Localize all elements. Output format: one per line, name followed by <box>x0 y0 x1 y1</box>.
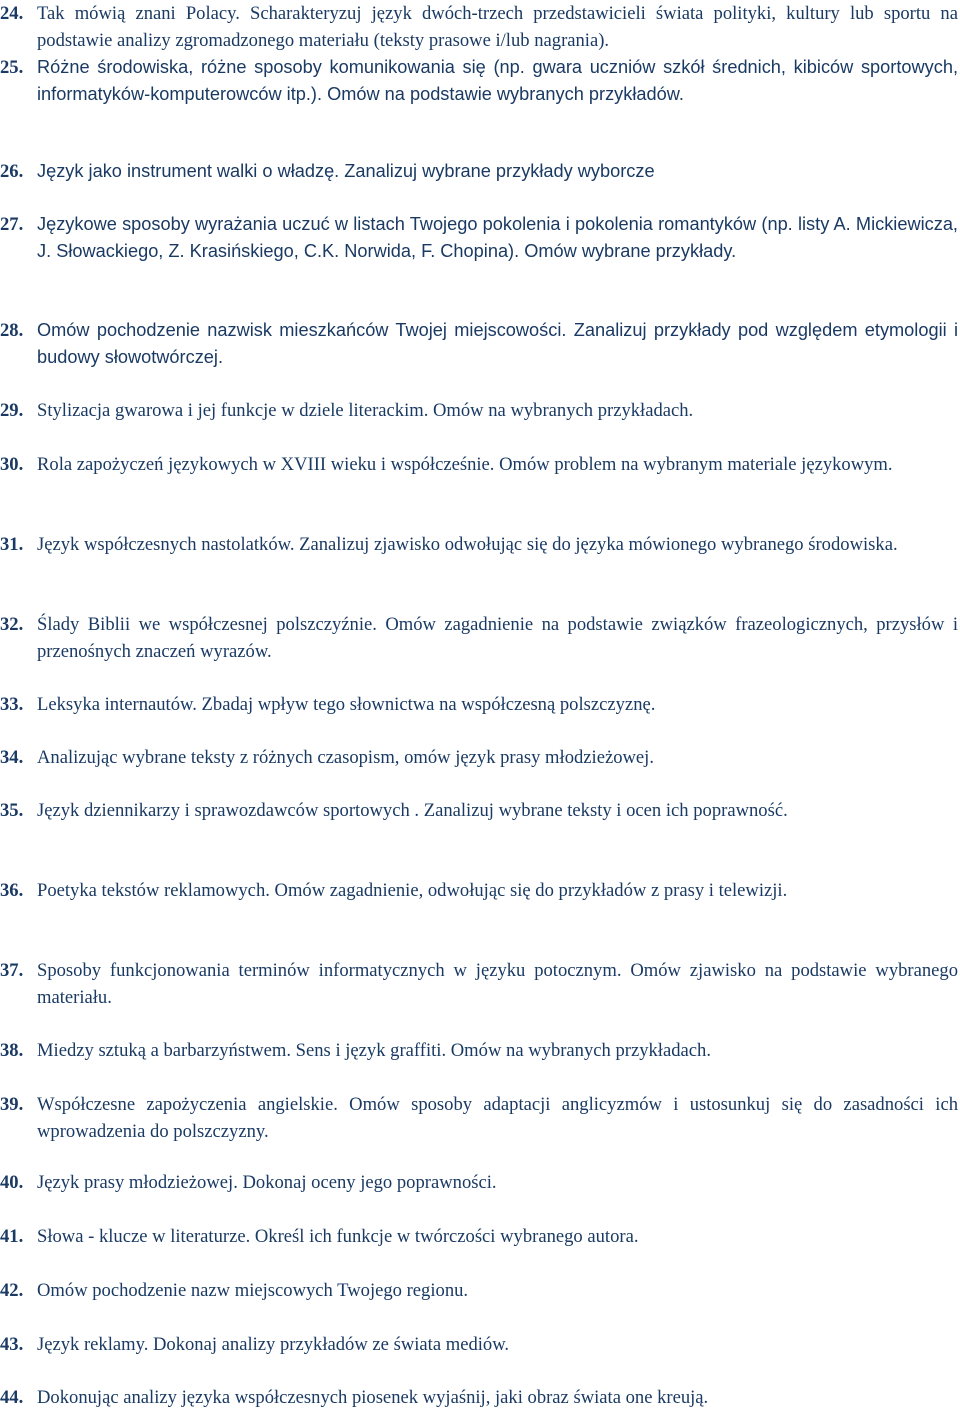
item-number: 29. <box>0 400 24 421</box>
list-item <box>0 0 958 54</box>
item-number: 28. <box>0 320 24 341</box>
list-item <box>0 1169 958 1196</box>
list-item <box>0 1037 958 1064</box>
item-text: Różne środowiska, różne sposoby komunikowania się (np. gwara uczniów szkół średnich, kibiców sportowych, informatyków-komputerowców itp.). Omów na podstawie wybranych przykładów. <box>37 57 958 104</box>
list-item <box>0 158 958 185</box>
item-text: Słowa - klucze w literaturze. Określ ich funkcje w twórczości wybranego autora. <box>37 1226 639 1247</box>
item-text: Język dziennikarzy i sprawozdawców sportowych . Zanalizuj wybrane teksty i ocen ich poprawność. <box>37 800 788 821</box>
item-number: 44. <box>0 1387 24 1408</box>
list-item <box>0 691 958 718</box>
list-item <box>0 1223 958 1250</box>
list-item <box>0 317 958 371</box>
list-item <box>0 1331 958 1358</box>
item-text: Tak mówią znani Polacy. Scharakteryzuj język dwóch-trzech przedstawicieli świata polityki, kultury lub sportu na podstawie analizy zgromadzonego materiału (teksty prasowe i/lub nagrania). <box>37 3 958 51</box>
list-item <box>0 531 958 558</box>
item-text: Język reklamy. Dokonaj analizy przykładów ze świata mediów. <box>37 1334 510 1355</box>
item-text: Język współczesnych nastolatków. Zanalizuj zjawisko odwołując się do języka mówionego wybranego środowiska. <box>37 534 898 555</box>
list-item <box>0 744 958 771</box>
item-text: Miedzy sztuką a barbarzyństwem. Sens i język graffiti. Omów na wybranych przykładach. <box>37 1040 711 1061</box>
list-item <box>0 1091 958 1145</box>
item-text: Współczesne zapożyczenia angielskie. Omów sposoby adaptacji anglicyzmów i ustosunkuj się do zasadności ich wprowadzenia do polszczyzny. <box>37 1094 958 1142</box>
list-item <box>0 957 958 1011</box>
item-number: 42. <box>0 1280 24 1301</box>
item-number: 38. <box>0 1040 24 1061</box>
item-number: 40. <box>0 1172 24 1193</box>
item-text: Poetyka tekstów reklamowych. Omów zagadnienie, odwołując się do przykładów z prasy i telewizji. <box>37 880 788 901</box>
item-number: 43. <box>0 1334 24 1355</box>
item-text: Dokonując analizy języka współczesnych piosenek wyjaśnij, jaki obraz świata one kreują. <box>37 1387 709 1408</box>
item-number: 39. <box>0 1094 24 1115</box>
list-item <box>0 54 958 108</box>
item-number: 27. <box>0 214 24 235</box>
list-item <box>0 451 958 478</box>
item-number: 30. <box>0 454 24 475</box>
item-number: 35. <box>0 800 24 821</box>
list-item <box>0 1277 958 1304</box>
list-item <box>0 211 958 265</box>
item-text: Analizując wybrane teksty z różnych czasopism, omów język prasy młodzieżowej. <box>37 747 654 768</box>
item-text: Ślady Biblii we współczesnej polszczyźnie. Omów zagadnienie na podstawie związków frazeologicznych, przysłów i przenośnych znaczeń wyrazów. <box>37 614 958 662</box>
item-text: Omów pochodzenie nazwisk mieszkańców Twojej miejscowości. Zanalizuj przykłady pod względem etymologii i budowy słowotwórczej. <box>37 320 958 367</box>
item-number: 25. <box>0 57 24 78</box>
item-number: 24. <box>0 3 24 24</box>
item-number: 33. <box>0 694 24 715</box>
list-item <box>0 1384 958 1411</box>
list-item <box>0 397 958 424</box>
item-text: Język prasy młodzieżowej. Dokonaj oceny jego poprawności. <box>37 1172 497 1193</box>
item-text: Język jako instrument walki o władzę. Zanalizuj wybrane przykłady wyborcze <box>37 161 655 181</box>
item-number: 32. <box>0 614 24 635</box>
item-number: 41. <box>0 1226 24 1247</box>
item-text: Sposoby funkcjonowania terminów informatycznych w języku potocznym. Omów zjawisko na podstawie wybranego materiału. <box>37 960 958 1008</box>
item-text: Leksyka internautów. Zbadaj wpływ tego słownictwa na współczesną polszczyznę. <box>37 694 656 715</box>
item-text: Rola zapożyczeń językowych w XVIII wieku i współcześnie. Omów problem na wybranym materiale językowym. <box>37 454 893 475</box>
list-item <box>0 611 958 665</box>
item-number: 26. <box>0 161 24 182</box>
item-text: Stylizacja gwarowa i jej funkcje w dziele literackim. Omów na wybranych przykładach. <box>37 400 694 421</box>
list-item <box>0 797 958 824</box>
item-text: Językowe sposoby wyrażania uczuć w listach Twojego pokolenia i pokolenia romantyków (np. listy A. Mickiewicza, J. Słowackiego, Z. Krasińskiego, C.K. Norwida, F. Chopina). Omów wybrane przykłady. <box>37 214 958 261</box>
item-number: 36. <box>0 880 24 901</box>
item-number: 37. <box>0 960 24 981</box>
item-text: Omów pochodzenie nazw miejscowych Twojego regionu. <box>37 1280 469 1301</box>
item-number: 34. <box>0 747 24 768</box>
list-item <box>0 877 958 904</box>
item-number: 31. <box>0 534 24 555</box>
